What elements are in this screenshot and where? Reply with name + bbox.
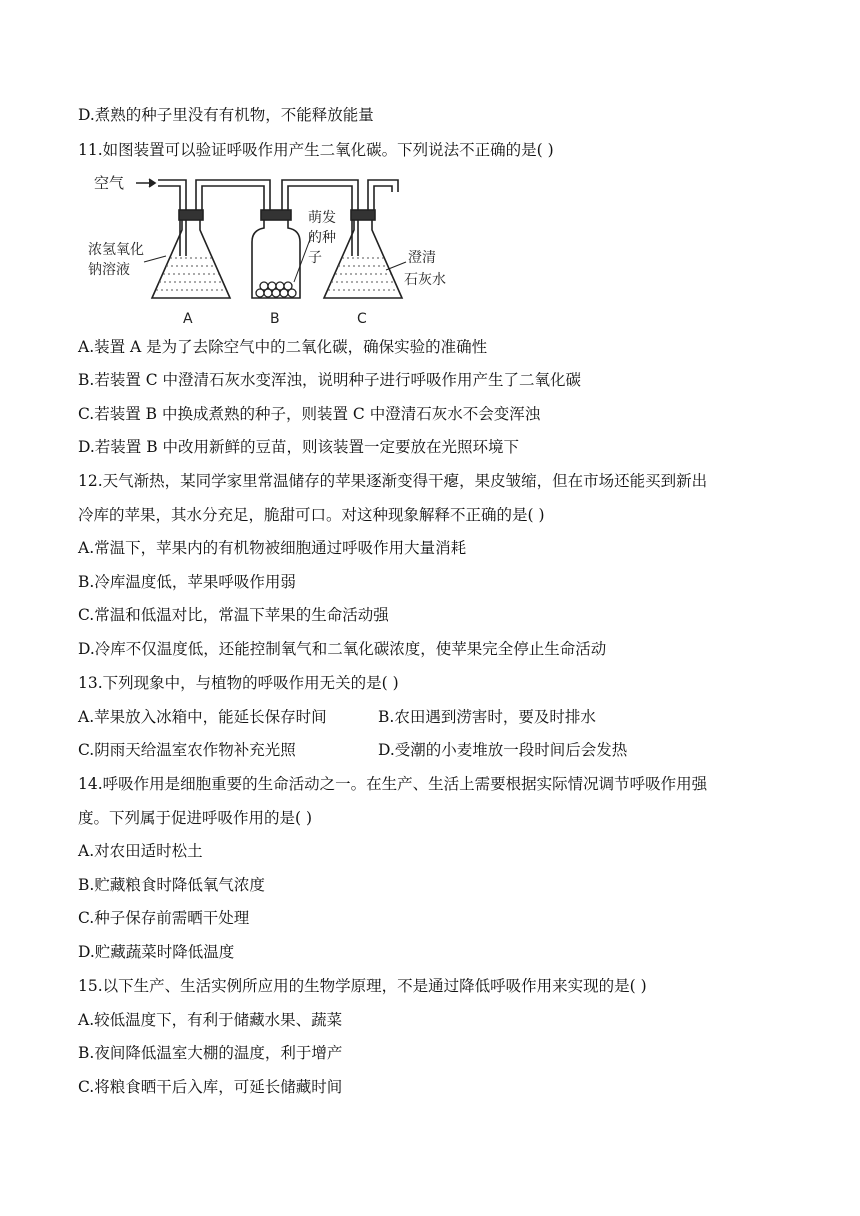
q11-option-c: C.若装置 B 中换成煮熟的种子，则装置 C 中澄清石灰水不会变浑浊 <box>78 405 541 423</box>
q13-option-d: D.受潮的小麦堆放一段时间后会发热 <box>378 741 628 759</box>
line-10d: D.煮熟的种子里没有有机物，不能释放能量 <box>78 106 374 124</box>
question-13: 13.下列现象中，与植物的呼吸作用无关的是( ) <box>78 674 399 692</box>
q12-option-b: B.冷库温度低，苹果呼吸作用弱 <box>78 573 296 591</box>
label-air: 空气 <box>94 174 125 192</box>
question-12-line1: 12.天气渐热，某同学家里常温储存的苹果逐渐变得干瘪，果皮皱缩，但在市场还能买到新出 <box>78 472 708 490</box>
label-naoh-line1: 浓氢氧化 <box>88 242 144 258</box>
experiment-apparatus-figure <box>86 170 466 330</box>
q15-option-c: C.将粮食晒干后入库，可延长储藏时间 <box>78 1078 343 1096</box>
q14-option-a: A.对农田适时松土 <box>78 842 203 860</box>
q12-option-a: A.常温下，苹果内的有机物被细胞通过呼吸作用大量消耗 <box>78 539 467 557</box>
q15-option-a: A.较低温度下，有利于储藏水果、蔬菜 <box>78 1011 343 1029</box>
q12-option-d: D.冷库不仅温度低，还能控制氧气和二氧化碳浓度，使苹果完全停止生命活动 <box>78 640 607 658</box>
label-naoh-line2: 钠溶液 <box>88 262 130 278</box>
label-lime-line1: 澄清 <box>408 250 436 266</box>
label-seed-line1: 萌发 <box>308 210 336 226</box>
question-15: 15.以下生产、生活实例所应用的生物学原理，不是通过降低呼吸作用来实现的是( ) <box>78 977 647 995</box>
question-11: 11.如图装置可以验证呼吸作用产生二氧化碳。下列说法不正确的是( ) <box>78 141 554 159</box>
q13-option-c: C.阴雨天给温室农作物补充光照 <box>78 741 296 759</box>
label-lime-line2: 石灰水 <box>404 272 446 288</box>
q13-option-a: A.苹果放入冰箱中，能延长保存时间 <box>78 708 327 726</box>
q14-option-d: D.贮藏蔬菜时降低温度 <box>78 943 235 961</box>
label-a: A <box>183 311 193 327</box>
label-seed-line3: 子 <box>308 250 322 266</box>
q13-option-b: B.农田遇到涝害时，要及时排水 <box>378 708 596 726</box>
q11-option-d: D.若装置 B 中改用新鲜的豆苗，则该装置一定要放在光照环境下 <box>78 438 520 456</box>
label-c: C <box>357 311 367 327</box>
label-b: B <box>270 311 280 327</box>
q14-option-b: B.贮藏粮食时降低氧气浓度 <box>78 876 265 894</box>
q15-option-b: B.夜间降低温室大棚的温度，利于增产 <box>78 1044 343 1062</box>
label-seed-line2: 的种 <box>308 230 336 246</box>
q12-option-c: C.常温和低温对比，常温下苹果的生命活动强 <box>78 606 389 624</box>
question-14-line2: 度。下列属于促进呼吸作用的是( ) <box>78 809 313 827</box>
question-12-line2: 冷库的苹果，其水分充足，脆甜可口。对这种现象解释不正确的是( ) <box>78 506 545 524</box>
q11-option-b: B.若装置 C 中澄清石灰水变浑浊，说明种子进行呼吸作用产生了二氧化碳 <box>78 371 582 389</box>
question-14-line1: 14.呼吸作用是细胞重要的生命活动之一。在生产、生活上需要根据实际情况调节呼吸作用强 <box>78 775 708 793</box>
q14-option-c: C.种子保存前需晒干处理 <box>78 909 250 927</box>
q11-option-a: A.装置 A 是为了去除空气中的二氧化碳，确保实验的准确性 <box>78 338 488 356</box>
